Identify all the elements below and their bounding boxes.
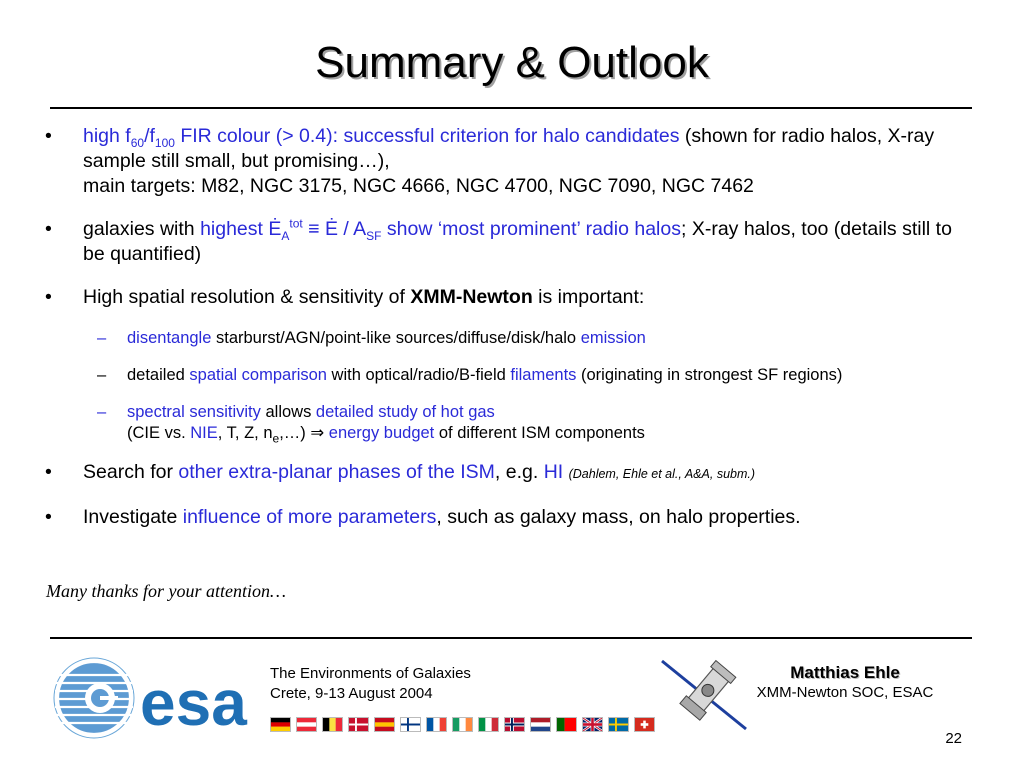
subscript: e — [272, 431, 280, 446]
text-highlight: /f — [144, 125, 155, 147]
text-targets: main targets: M82, NGC 3175, NGC 4666, NGC 4700, NGC 7090, NGC 7462 — [83, 175, 754, 197]
conference-info — [270, 664, 471, 704]
top-divider — [50, 107, 972, 109]
flag-sweden-icon — [608, 717, 629, 732]
bullet-extra-planar — [45, 460, 965, 487]
text: with optical/radio/B-field — [326, 366, 511, 384]
text: Investigate — [83, 506, 183, 528]
text: , such as galaxy mass, on halo properties. — [436, 506, 801, 528]
text-highlight: energy budget — [328, 424, 435, 442]
flag-belgium-icon — [322, 717, 343, 732]
citation: (Dahlem, Ehle et al., A&A, subm.) — [568, 467, 756, 481]
subbullet-spatial-comparison — [45, 365, 965, 386]
text-highlight: emission — [580, 329, 646, 347]
bullet-fir-colour — [45, 124, 965, 199]
esa-logo — [52, 655, 267, 740]
author-name: Matthias Ehle — [790, 663, 900, 682]
subbullet-disentangle — [45, 328, 965, 349]
conference-location: Crete, 9-13 August 2004 — [270, 685, 433, 702]
text-highlight: filaments — [510, 366, 577, 384]
flag-austria-icon — [296, 717, 317, 732]
text-highlight: NIE — [190, 424, 218, 442]
subbullet-marker: – — [97, 329, 107, 347]
bullet-marker: • — [45, 286, 52, 308]
flag-spain-icon — [374, 717, 395, 732]
text-highlight: show ‘most prominent’ radio halos — [381, 218, 681, 240]
text-highlight: highest Ė — [200, 218, 282, 240]
bullet-parameters — [45, 505, 965, 530]
text-highlight: disentangle — [127, 329, 212, 347]
text: is important: — [532, 286, 645, 308]
conference-name: The Environments of Galaxies — [270, 665, 471, 682]
text-highlight: other extra-planar phases of the ISM — [178, 461, 495, 483]
text: (originating in strongest SF regions) — [576, 366, 843, 384]
text-highlight: detailed study of hot gas — [315, 403, 495, 421]
bullet-xmm-newton — [45, 285, 965, 310]
flag-italy-icon — [478, 717, 499, 732]
flag-uk-icon — [582, 717, 603, 732]
bullet-marker: • — [45, 218, 52, 240]
text: Search for — [83, 461, 179, 483]
text-highlight: ≡ Ė / A — [302, 218, 367, 240]
text: (CIE vs. — [127, 424, 191, 442]
text-highlight: high f — [83, 125, 131, 147]
bullet-marker: • — [45, 125, 52, 147]
bullet-marker: • — [45, 461, 52, 483]
subscript: A — [281, 228, 290, 243]
superscript: tot — [289, 216, 303, 231]
subscript: 100 — [154, 135, 175, 150]
flag-germany-icon — [270, 717, 291, 732]
text: of different ISM components — [434, 424, 645, 442]
text: ,…) ⇒ — [279, 424, 329, 442]
subbullet-spectral-sensitivity — [45, 402, 965, 444]
slide-title: Summary & Outlook — [315, 38, 709, 87]
text: High spatial resolution & sensitivity of — [83, 286, 411, 308]
text-bold: XMM-Newton — [410, 286, 533, 308]
member-state-flags — [270, 717, 655, 732]
flag-denmark-icon — [348, 717, 369, 732]
text-highlight: spatial comparison — [189, 366, 327, 384]
slide-content — [45, 124, 965, 548]
subscript: 60 — [130, 135, 145, 150]
bullet-radio-halos — [45, 217, 965, 267]
text: starburst/AGN/point-like sources/diffuse/disk/halo — [211, 329, 581, 347]
thanks-note: Many thanks for your attention… — [46, 581, 286, 601]
esa-logo-text: esa — [140, 667, 247, 739]
flag-ireland-icon — [452, 717, 473, 732]
text: (shown for radio halos, X-ray sample still small, but promising…), — [83, 125, 935, 172]
text: , T, Z, n — [217, 424, 273, 442]
footer-divider — [50, 637, 972, 639]
flag-netherlands-icon — [530, 717, 551, 732]
text: , e.g. — [494, 461, 544, 483]
text-highlight: influence of more parameters — [182, 506, 437, 528]
flag-portugal-icon — [556, 717, 577, 732]
flag-switzerland-icon — [634, 717, 655, 732]
text: ; X-ray halos, too (details still to be quantified) — [83, 218, 952, 265]
page-number: 22 — [945, 730, 962, 747]
flag-france-icon — [426, 717, 447, 732]
text-highlight: HI — [543, 461, 564, 483]
subbullet-marker: – — [97, 366, 107, 384]
bullet-marker: • — [45, 506, 52, 528]
text: galaxies with — [83, 218, 201, 240]
text-highlight: spectral sensitivity — [127, 403, 261, 421]
author-info — [745, 663, 945, 703]
text: allows — [260, 403, 316, 421]
text-highlight: FIR colour (> 0.4): successful criterion for halo candidates — [174, 125, 680, 147]
author-affiliation: XMM-Newton SOC, ESAC — [756, 684, 934, 701]
subbullet-marker: – — [97, 403, 107, 421]
text: detailed — [127, 366, 190, 384]
flag-norway-icon — [504, 717, 525, 732]
flag-finland-icon — [400, 717, 421, 732]
satellite-icon — [658, 655, 750, 735]
subscript: SF — [366, 228, 382, 243]
